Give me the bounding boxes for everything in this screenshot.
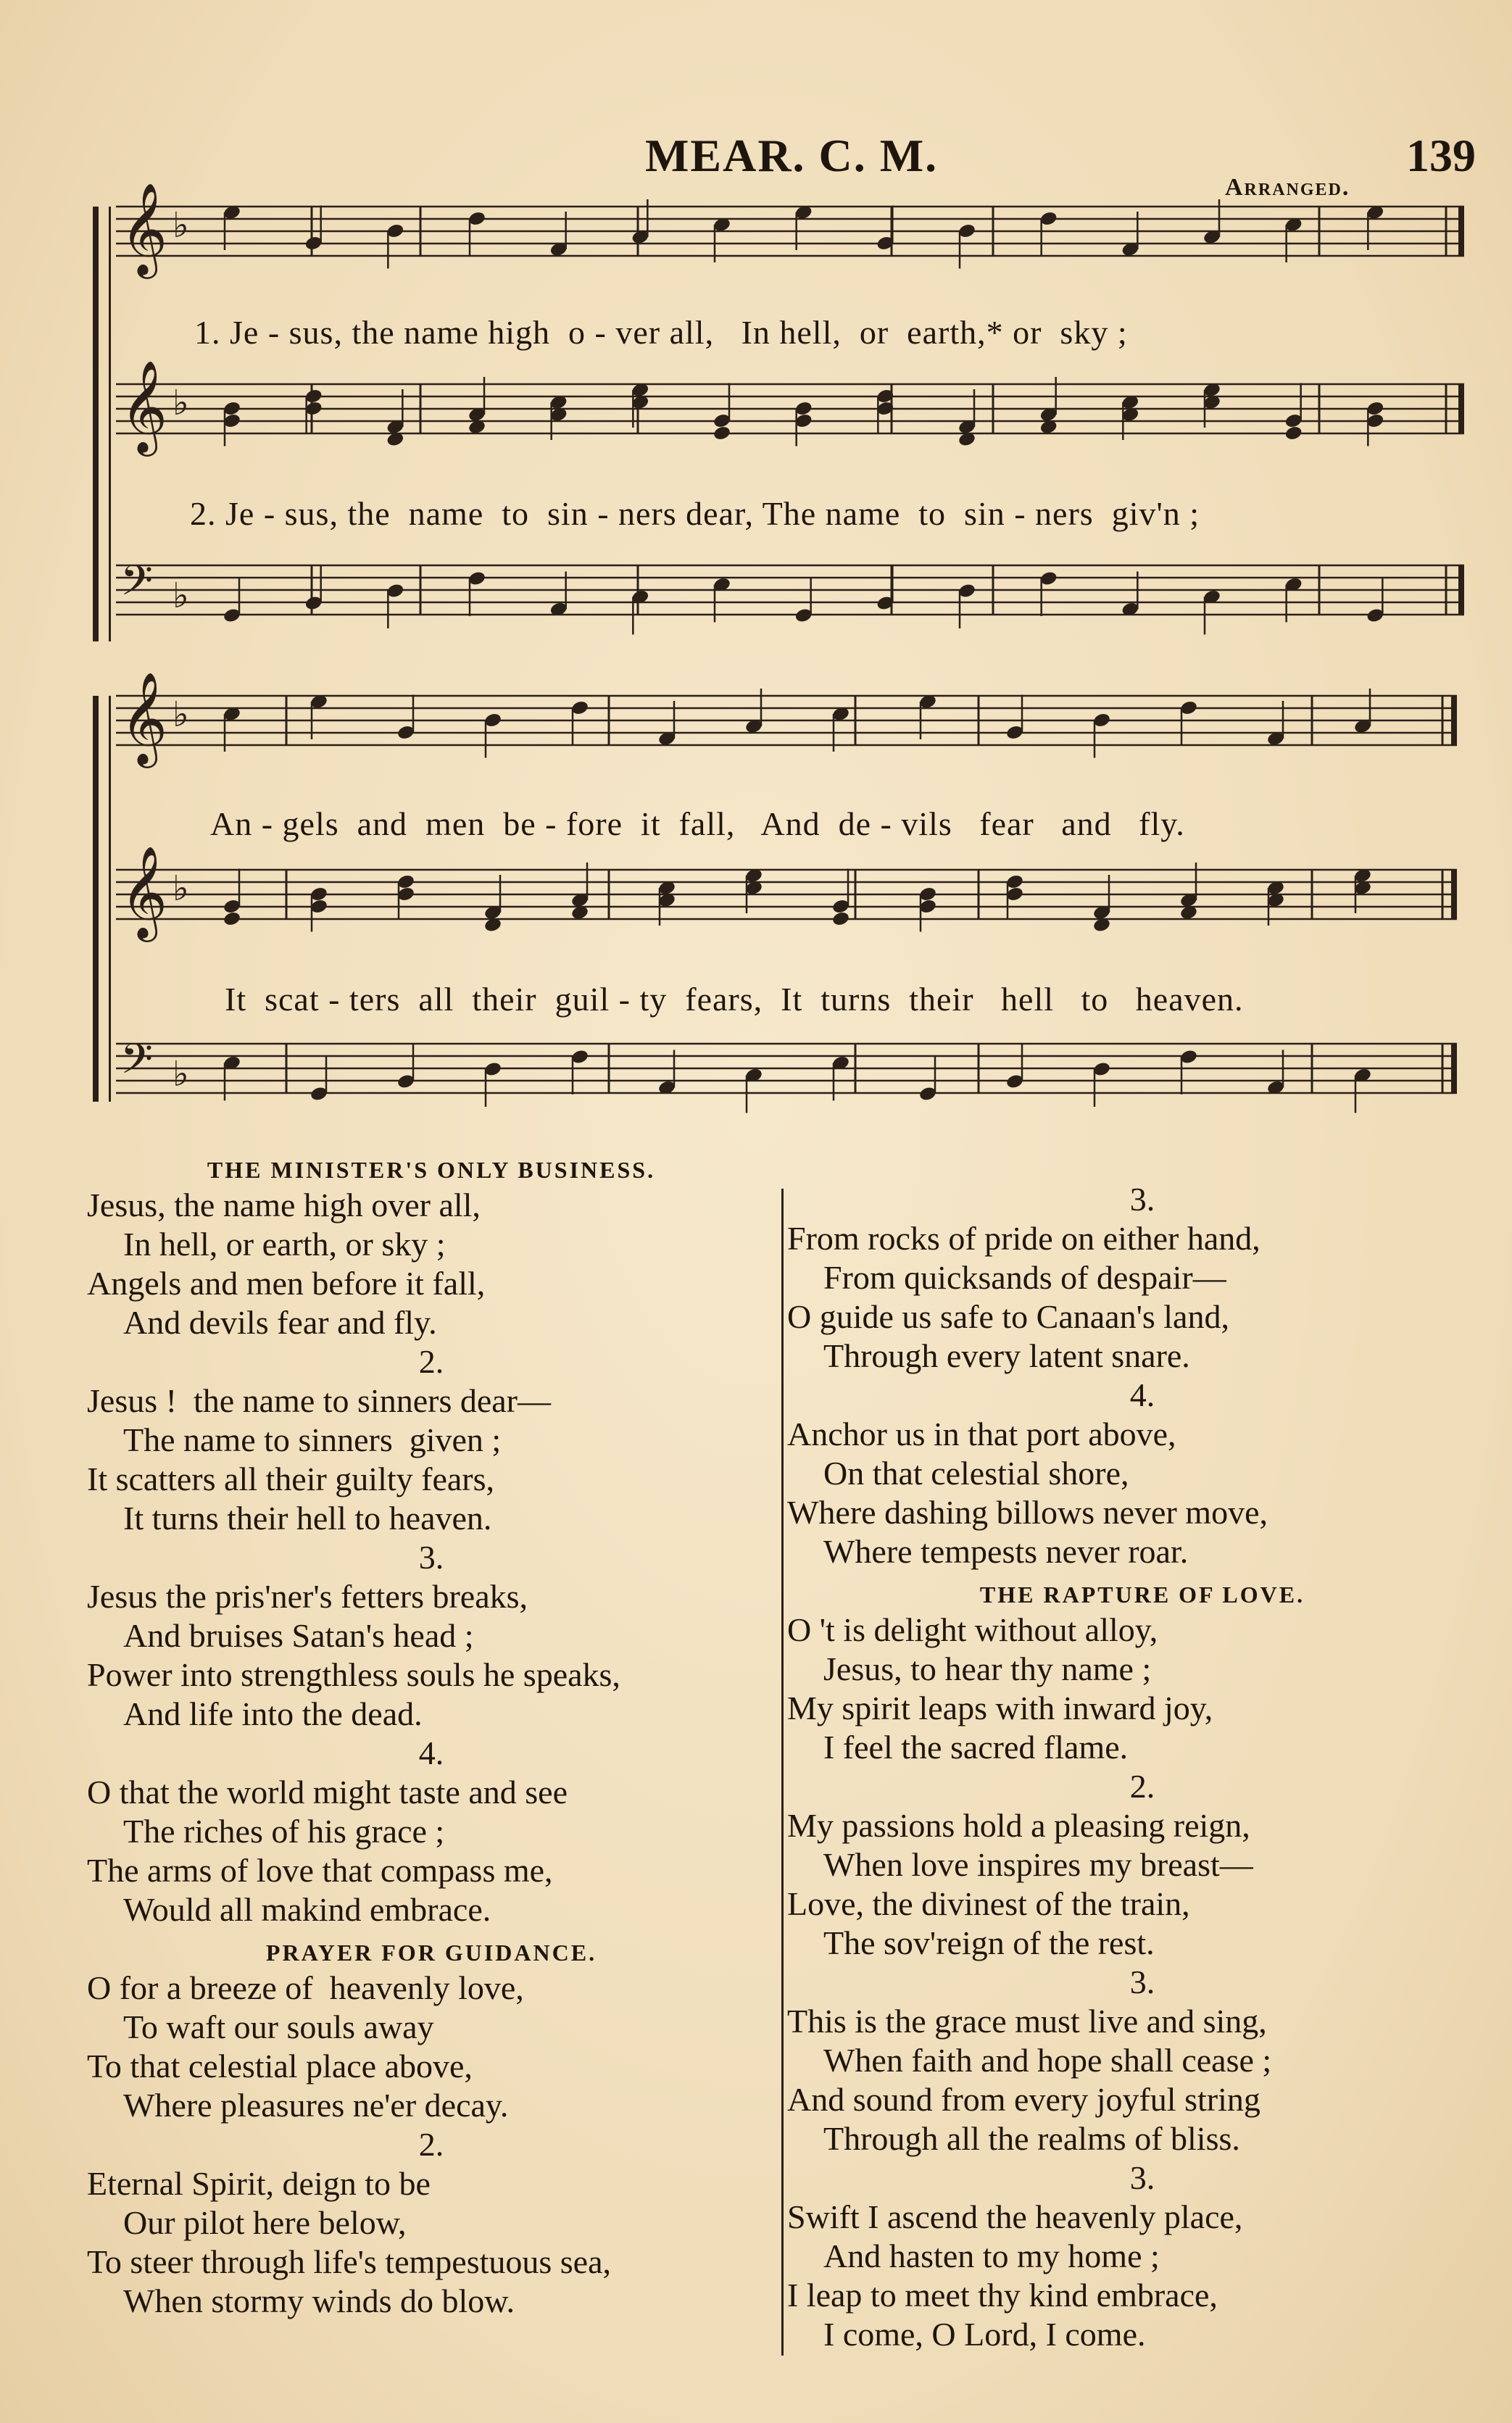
system2-lyric-verse2: It scat - ters all their guil - ty fears, It turns their hell to heaven. [225, 981, 1244, 1018]
hymn-text-right-column [787, 1180, 1498, 2354]
verse-line: Jesus, the name high over all, [87, 1186, 481, 1223]
verse-line: When faith and hope shall cease ; [823, 2042, 1272, 2079]
flat-sign-icon: ♭ [173, 1054, 189, 1094]
verse-line: And devils fear and fly. [123, 1304, 437, 1341]
flat-sign-icon: ♭ [173, 383, 189, 423]
verse-line: From quicksands of despair— [823, 1259, 1226, 1296]
verse-line: Our pilot here below, [123, 2204, 407, 2241]
treble-clef-icon: 𝄞 [120, 182, 168, 275]
verse-line: Swift I ascend the heavenly place, [787, 2198, 1243, 2235]
verse-line: When love inspires my breast— [823, 1846, 1253, 1883]
note-head [1284, 425, 1303, 441]
hymn-text-left-column [87, 1147, 776, 2321]
verse-line: Jesus, to hear thy name ; [823, 1650, 1152, 1687]
stanza-number: 2. [418, 1343, 444, 1380]
verse-line: O that the world might taste and see [87, 1774, 568, 1811]
system-bar [109, 696, 111, 1102]
verse-line: Love, the divinest of the train, [787, 1885, 1190, 1922]
stanza-number: 4. [418, 1734, 444, 1771]
verse-line: Would all makind embrace. [123, 1891, 491, 1928]
verse-line: And sound from every joyful string [787, 2081, 1260, 2118]
bass-clef-icon: 𝄢 [120, 1034, 154, 1094]
verse-line: Eternal Spirit, deign to be [87, 2165, 431, 2202]
section-heading: THE MINISTER'S ONLY BUSINESS. [207, 1157, 656, 1183]
treble-clef-icon: 𝄞 [120, 671, 168, 764]
verse-line: To steer through life's tempestuous sea, [87, 2243, 612, 2280]
music-score [0, 0, 1512, 1131]
system2-lyric-verse1: An - gels and men be - fore it fall, And de - vils fear and fly. [210, 805, 1185, 842]
verse-line: In hell, or earth, or sky ; [123, 1226, 446, 1263]
system1-lyric-verse1: 1. Je - sus, the name high o - ver all, In hell, or earth,* or sky ; [194, 314, 1128, 351]
column-divider [781, 1189, 784, 2356]
verse-line: To that celestial place above, [87, 2048, 473, 2085]
page-number: 139 [1406, 130, 1476, 181]
verse-line: Where dashing billows never move, [787, 1494, 1268, 1531]
stanza-number: 4. [1129, 1376, 1155, 1413]
stanza-number: 3. [1129, 2159, 1155, 2196]
note-head [713, 425, 731, 441]
verse-line: Through all the realms of bliss. [823, 2120, 1240, 2157]
system-bar [109, 207, 111, 641]
flat-sign-icon: ♭ [173, 694, 189, 735]
verse-line: My passions hold a pleasing reign, [787, 1807, 1250, 1844]
stanza-number: 3. [1129, 1181, 1155, 1218]
note-head [831, 910, 850, 927]
treble-clef-icon: 𝄞 [120, 359, 168, 452]
verse-line: Power into strengthless souls he speaks, [87, 1656, 620, 1693]
tune-title: MEAR. C. M. [645, 130, 939, 181]
stanza-number: 2. [418, 2126, 444, 2163]
treble-clef-icon: 𝄞 [120, 845, 168, 938]
verse-line: The riches of his grace ; [123, 1813, 445, 1850]
verse-line: Angels and men before it fall, [87, 1265, 486, 1302]
final-bar [1451, 696, 1457, 745]
system-bracket [93, 696, 99, 1102]
verse-line: This is the grace must live and sing, [787, 2003, 1267, 2040]
final-bar [1451, 1044, 1457, 1093]
system1-lyric-verse2: 2. Je - sus, the name to sin - ners dear, The name to sin - ners giv'n ; [190, 495, 1200, 532]
verse-line: Where tempests never roar. [823, 1533, 1189, 1570]
section-heading: THE RAPTURE OF LOVE. [979, 1582, 1305, 1608]
section-heading: PRAYER FOR GUIDANCE. [265, 1940, 597, 1966]
verse-line: I leap to meet thy kind embrace, [787, 2277, 1218, 2314]
flat-sign-icon: ♭ [173, 868, 189, 909]
verse-line: Jesus ! the name to sinners dear— [87, 1382, 552, 1419]
verse-line: The arms of love that compass me, [87, 1852, 553, 1889]
verse-line: Where pleasures ne'er decay. [123, 2087, 509, 2124]
final-bar [1458, 565, 1464, 615]
flat-sign-icon: ♭ [173, 575, 189, 616]
verse-line: My spirit leaps with inward joy, [787, 1690, 1213, 1726]
verse-line: From rocks of pride on either hand, [787, 1220, 1260, 1257]
verse-line: O 't is delight without alloy, [787, 1611, 1158, 1648]
stanza-number: 2. [1129, 1768, 1155, 1805]
final-bar [1451, 870, 1457, 919]
verse-line: And hasten to my home ; [823, 2237, 1160, 2274]
bass-clef-icon: 𝄢 [120, 556, 154, 615]
verse-line: I feel the sacred flame. [823, 1729, 1129, 1766]
stanza-number: 3. [418, 1539, 444, 1576]
verse-line: O for a breeze of heavenly love, [87, 1969, 524, 2006]
verse-line: The name to sinners given ; [123, 1421, 502, 1458]
flat-sign-icon: ♭ [173, 205, 189, 246]
final-bar [1458, 384, 1464, 433]
verse-line: It scatters all their guilty fears, [87, 1460, 495, 1497]
stanza-number: 3. [1129, 1963, 1155, 2000]
verse-line: Jesus the pris'ner's fetters breaks, [87, 1578, 528, 1615]
verse-line: On that celestial shore, [823, 1455, 1129, 1492]
verse-line: The sov'reign of the rest. [823, 1924, 1155, 1961]
verse-line: I come, O Lord, I come. [823, 2316, 1146, 2353]
note-head [223, 910, 241, 927]
verse-line: O guide us safe to Canaan's land, [787, 1298, 1229, 1335]
verse-line: It turns their hell to heaven. [123, 1500, 492, 1537]
arranged-credit: Arranged. [1225, 174, 1350, 201]
verse-line: Through every latent snare. [823, 1337, 1190, 1374]
verse-line: And life into the dead. [123, 1695, 423, 1732]
verse-line: And bruises Satan's head ; [123, 1617, 474, 1654]
system-bracket [93, 207, 99, 641]
verse-line: When stormy winds do blow. [123, 2282, 515, 2319]
verse-line: To waft our souls away [123, 2008, 434, 2045]
verse-line: Anchor us in that port above, [787, 1416, 1176, 1452]
final-bar [1458, 207, 1464, 256]
